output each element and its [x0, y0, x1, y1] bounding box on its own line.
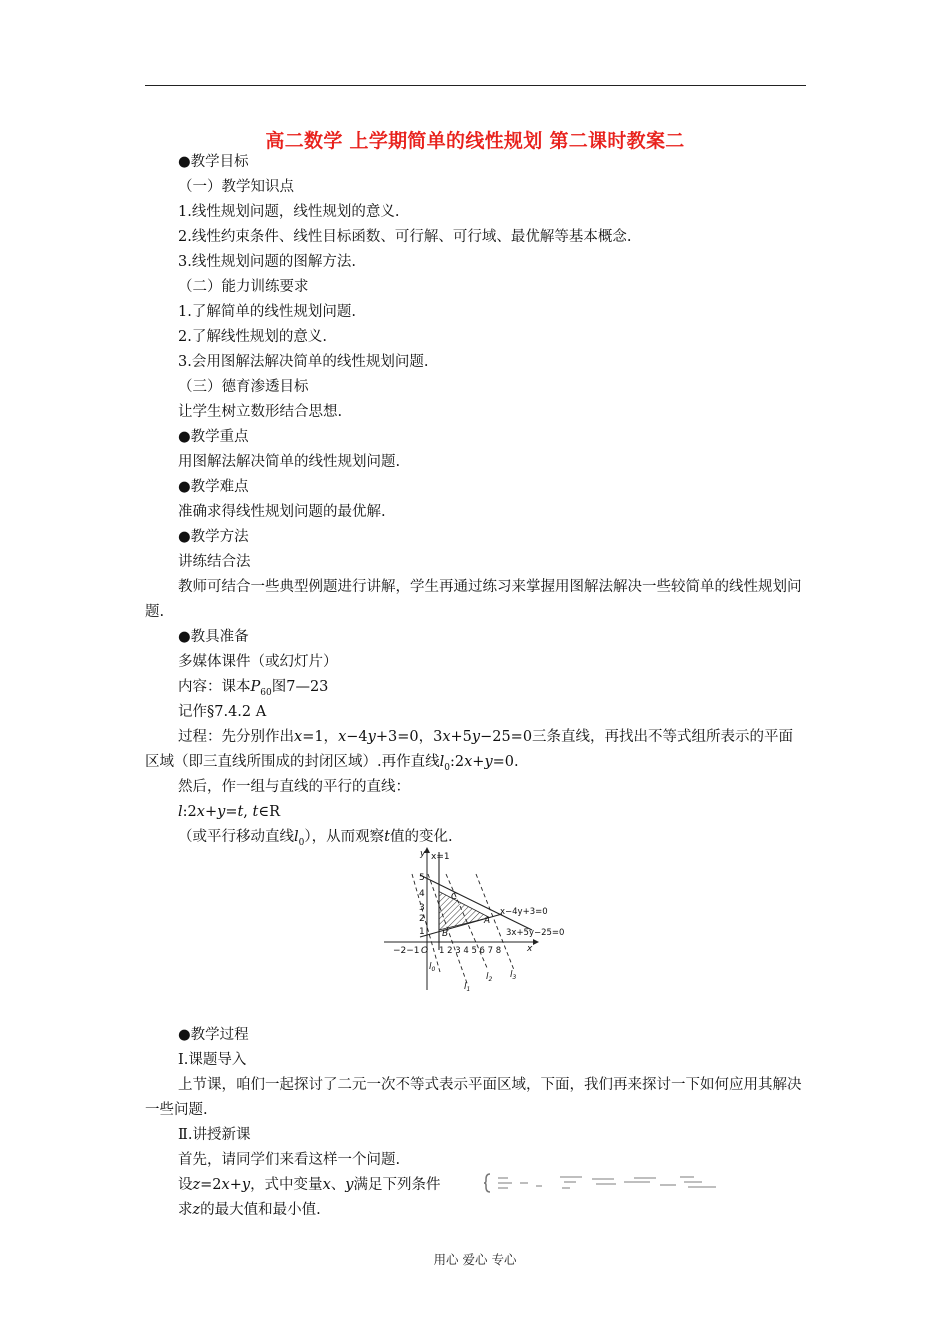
x-ticks-negative: −2−1 — [393, 946, 420, 956]
constraint-image-placeholder — [484, 1172, 724, 1194]
text-line: 1.线性规划问题，线性规划的意义. — [178, 204, 400, 220]
x-axis-label: x — [527, 944, 533, 954]
x-ticks-positive: 1 2 3 4 5 6 7 8 — [439, 946, 502, 956]
text-line: 用图解法解决简单的线性规划问题. — [178, 454, 401, 470]
section-heading: ●教具准备 — [178, 629, 249, 645]
text-line: 首先，请同学们来看这样一个问题. — [178, 1152, 401, 1168]
text-line: 求z的最大值和最小值. — [178, 1202, 321, 1218]
section-heading: ●教学目标 — [178, 154, 249, 170]
text-line: 2.线性约束条件、线性目标函数、可行解、可行域、最优解等基本概念. — [178, 229, 632, 245]
text-line: 内容：课本$P_{60}$图7—23 — [178, 679, 329, 698]
section-heading: ●教学重点 — [178, 429, 249, 445]
y-tick: 1 — [419, 927, 425, 937]
label-line1: x−4y+3=0 — [500, 907, 548, 917]
point-c-label: C — [451, 892, 458, 902]
page-footer: 用心 爱心 专心 — [433, 1252, 517, 1267]
point-a-label: A — [484, 916, 491, 926]
subsection-heading: （三）德育渗透目标 — [178, 379, 309, 395]
section-heading: ●教学方法 — [178, 529, 249, 545]
formula-line: l:2x+y=t, t∈R — [178, 804, 280, 820]
text-line: 3.会用图解法解决简单的线性规划问题. — [178, 354, 429, 370]
text-line: 讲练结合法 — [178, 554, 251, 570]
text-line: （或平行移动直线$l_0$），从而观察t值的变化. — [178, 829, 453, 848]
subsection-heading: （二）能力训练要求 — [178, 279, 309, 295]
line-l0 — [412, 874, 440, 972]
header-rule — [145, 85, 806, 86]
subsection-heading: Ⅰ.课题导入 — [178, 1052, 247, 1068]
section-heading: ●教学过程 — [178, 1027, 249, 1043]
label-line2: 3x+5y−25=0 — [506, 928, 565, 938]
text-line: 然后，作一组与直线的平行的直线： — [178, 779, 410, 795]
y-tick: 3 — [419, 903, 425, 913]
point-b-label: B — [442, 929, 449, 939]
text-line: 让学生树立数形结合思想. — [178, 404, 343, 420]
page-title: 高二数学 上学期简单的线性规划 第二课时教案二 — [265, 130, 685, 152]
section-heading: ●教学难点 — [178, 479, 249, 495]
label-l0: $l_0$ — [429, 962, 436, 973]
y-axis-label: y — [420, 849, 426, 859]
y-tick: 5 — [419, 873, 425, 883]
subsection-heading: （一）教学知识点 — [178, 179, 294, 195]
linear-programming-figure — [380, 842, 580, 992]
text-line: 记作§7.4.2 A — [178, 704, 267, 720]
text-line: 2.了解线性规划的意义. — [178, 329, 327, 345]
origin-label: O — [421, 946, 429, 956]
label-l1: $l_1$ — [464, 982, 471, 992]
text-line: 多媒体课件（或幻灯片） — [178, 654, 338, 670]
text-line: 1.了解简单的线性规划问题. — [178, 304, 356, 320]
label-l3: $l_3$ — [510, 970, 517, 981]
y-tick: 4 — [419, 889, 425, 899]
y-tick: 2 — [419, 914, 425, 924]
text-line: 3.线性规划问题的图解方法. — [178, 254, 356, 270]
paragraph: 上节课，咱们一起探讨了二元一次不等式表示平面区域，下面，我们再来探讨一下如何应用其解决一些问题. — [145, 1077, 802, 1118]
text-line: 设z=2x+y，式中变量x、y满足下列条件 — [178, 1177, 441, 1193]
label-l2: $l_2$ — [486, 972, 493, 983]
paragraph: 教师可结合一些典型例题进行讲解，学生再通过练习来掌握用图解法解决一些较简单的线性规划问题. — [145, 579, 802, 620]
label-x-equals-1: x=1 — [431, 852, 450, 862]
paragraph: 过程：先分别作出x=1，x−4y+3=0，3x+5y−25=0三条直线，再找出不等式组所表示的平面区域（即三直线所围成的封闭区域）.再作直线$l_0:2x+y=0$. — [145, 729, 794, 773]
subsection-heading: Ⅱ.讲授新课 — [178, 1127, 251, 1143]
text-line: 准确求得线性规划问题的最优解. — [178, 504, 386, 520]
